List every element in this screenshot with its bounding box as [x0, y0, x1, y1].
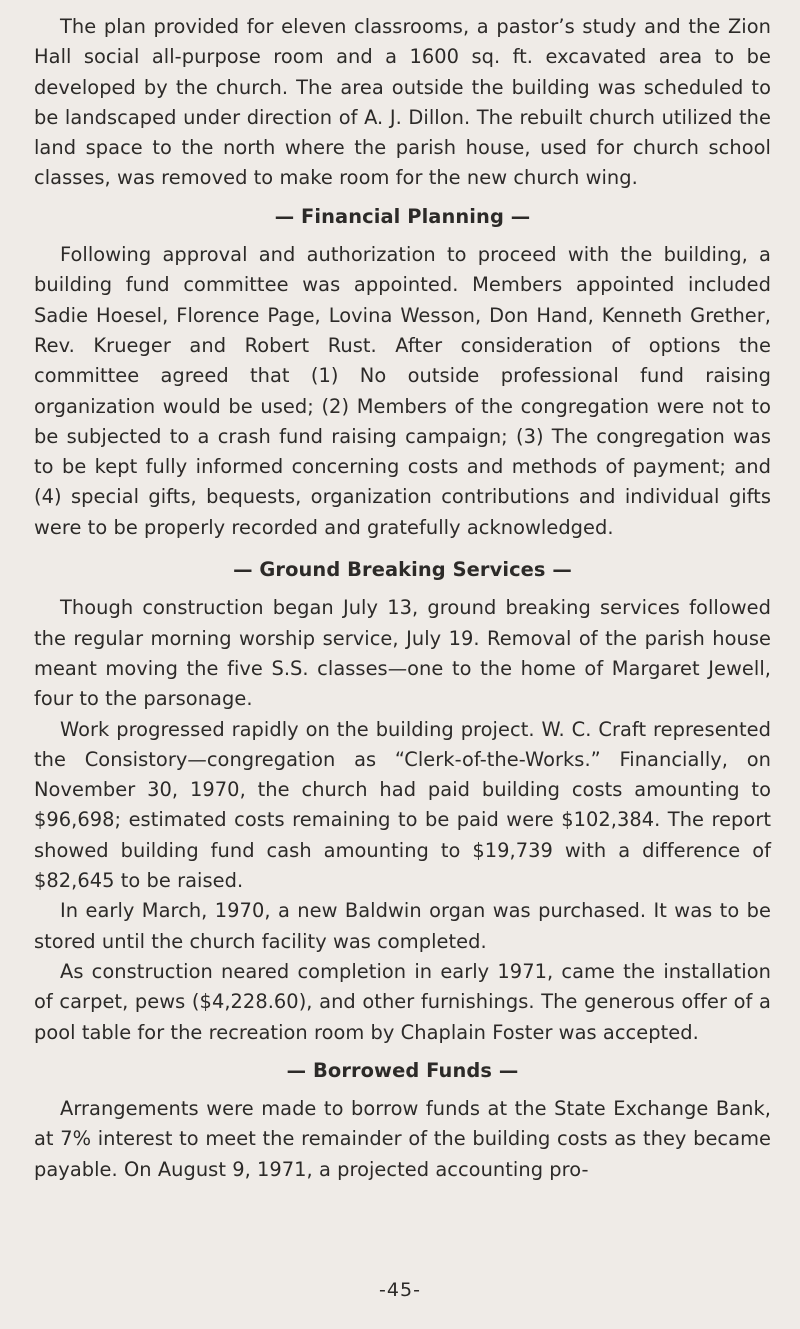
heading-ground-breaking: — Ground Breaking Services — — [233, 558, 572, 582]
page-body — [34, 12, 771, 1185]
ground-breaking-paragraph-3: In early March, 1970, a new Baldwin organ was purchased. It was to be stored until the church facility was completed. — [34, 899, 771, 953]
heading-borrowed-funds: — Borrowed Funds — — [286, 1058, 519, 1082]
intro-paragraph: The plan provided for eleven classrooms, a pastor’s study and the Zion Hall social all-purpose room and a 1600 sq. ft. excavated area to be developed by the church. The area outside the building was scheduled to be landscaped under direction of A. J. Dillon. The rebuilt church utilized the land space to the north where the parish house, used for church school classes, was removed to make room for the new church wing. — [34, 15, 771, 190]
page-number: -45- — [379, 1279, 421, 1301]
heading-financial-planning: — Financial Planning — — [274, 204, 531, 228]
financial-planning-paragraph: Following approval and authorization to proceed with the building, a building fund committee was appointed. Members appointed included Sadie Hoesel, Florence Page, Lovina Wesson, Don Hand, Kenneth Grether, Rev. Krueger and Robert Rust. After consideration of options the committee agreed that (1) No outside professional fund raising organization would be used; (2) Members of the congregation were not to be subjected to a crash fund raising campaign; (3) The congregation was to be kept fully informed concerning costs and methods of payment; and (4) special gifts, bequests, organization contributions and individual gifts were to be properly recorded and gratefully acknowledged. — [34, 243, 771, 539]
ground-breaking-paragraph-4: As construction neared completion in early 1971, came the installation of carpet, pews ($4,228.60), and other furnishings. The generous offer of a pool table for the recreation room by Chaplain Foster was accepted. — [34, 959, 771, 1044]
ground-breaking-paragraph-1: Though construction began July 13, ground breaking services followed the regular morning worship service, July 19. Removal of the parish house meant moving the five S.S. classes—one to the home of Margaret Jewell, four to the parsonage. — [34, 596, 771, 711]
borrowed-funds-paragraph: Arrangements were made to borrow funds at the State Exchange Bank, at 7% interest to meet the remainder of the building costs as they became payable. On August 9, 1971, a projected accounting pro- — [34, 1097, 771, 1181]
ground-breaking-paragraph-2: Work progressed rapidly on the building project. W. C. Craft represented the Consistory—congregation as “Clerk-of-the-Works.” Financially, on November 30, 1970, the church had paid building costs amounting to $96,698; estimated costs remaining to be paid were $102,384. The report showed building fund cash amounting to $19,739 with a difference of $82,645 to be raised. — [34, 717, 771, 893]
